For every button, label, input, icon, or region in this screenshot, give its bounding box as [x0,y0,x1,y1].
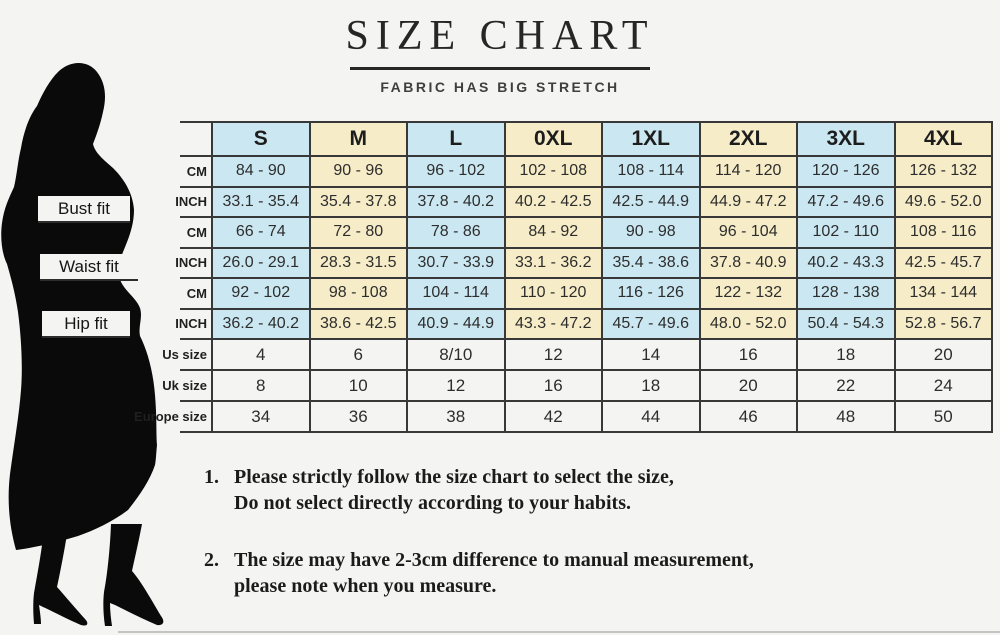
note-line: Do not select directly according to your habits. [234,492,632,514]
table-cell: 40.2 - 42.5 [506,188,604,219]
title-block [300,12,700,95]
table-cell: 110 - 120 [506,279,604,310]
table-cell: 84 - 92 [506,218,604,249]
table-cell: 44.9 - 47.2 [701,188,799,219]
table-cell: 8/10 [408,340,506,371]
unit-label [180,279,213,310]
table-cell: 90 - 96 [311,157,409,188]
table-cell: 98 - 108 [311,279,409,310]
table-header-cell: 3XL [798,123,896,157]
unit-label [175,310,213,341]
table-header-cell: 1XL [603,123,701,157]
unit-label [180,157,213,188]
table-cell: 104 - 114 [408,279,506,310]
table-cell: 35.4 - 38.6 [603,249,701,280]
table-cell: 8 [213,371,311,402]
title-underline [350,67,650,70]
table-cell: 120 - 126 [798,157,896,188]
table-cell: 34 [213,402,311,433]
unit-label-text: CM [186,163,207,179]
table-cell: 44 [603,402,701,433]
note-line: Please strictly follow the size chart to select the size, [234,466,674,488]
table-cell: 90 - 98 [603,218,701,249]
unit-label-text: INCH [175,194,207,210]
table-cell: 20 [701,371,799,402]
table-cell: 4 [213,340,311,371]
table-cell: 66 - 74 [213,218,311,249]
table-cell: 46 [701,402,799,433]
fit-label-bust: Bust fit [38,196,130,223]
table-cell: 14 [603,340,701,371]
table-cell: 102 - 108 [506,157,604,188]
note-number: 2. [204,549,219,571]
table-cell: 22 [798,371,896,402]
silhouette-left-leg-shoe [33,534,87,626]
table-header-cell: 2XL [701,123,799,157]
table-cell: 102 - 110 [798,218,896,249]
table-cell: 48 [798,402,896,433]
table-cell: 16 [506,371,604,402]
table-cell: 96 - 104 [701,218,799,249]
table-cell: 49.6 - 52.0 [896,188,994,219]
table-cell: 30.7 - 33.9 [408,249,506,280]
table-cell: 36 [311,402,409,433]
table-header-cell: S [213,123,311,157]
table-cell: 33.1 - 35.4 [213,188,311,219]
table-cell: 18 [603,371,701,402]
unit-label-text: CM [186,224,207,240]
table-cell: 6 [311,340,409,371]
size-chart-table [134,121,993,433]
table-cell: 50 [896,402,994,433]
table-cell: 37.8 - 40.2 [408,188,506,219]
fit-label-hip: Hip fit [42,311,130,338]
table-cell: 36.2 - 40.2 [213,310,311,341]
table-cell: 72 - 80 [311,218,409,249]
unit-label [175,249,213,280]
table-cell: 12 [408,371,506,402]
table-cell: 122 - 132 [701,279,799,310]
table-corner-cell [180,123,213,157]
silhouette-right-leg-shoe [103,524,163,626]
note-text [234,547,754,599]
table-cell: 43.3 - 47.2 [506,310,604,341]
table-cell: 96 - 102 [408,157,506,188]
unit-label-text: INCH [175,316,207,332]
table-cell: 42.5 - 44.9 [603,188,701,219]
table-cell: 18 [798,340,896,371]
table-cell: 37.8 - 40.9 [701,249,799,280]
table-cell: 84 - 90 [213,157,311,188]
table-cell: 114 - 120 [701,157,799,188]
table-cell: 108 - 116 [896,218,994,249]
table-cell: 38 [408,402,506,433]
table-cell: 40.2 - 43.3 [798,249,896,280]
note-line: please note when you measure. [234,575,497,597]
note-text [234,464,674,516]
size-system-label-text: Us size [162,347,207,362]
unit-label-text: CM [186,285,207,301]
table-cell: 126 - 132 [896,157,994,188]
table-header-cell: 0XL [506,123,604,157]
page-subtitle: FABRIC HAS BIG STRETCH [380,79,620,95]
note-item [204,464,864,516]
unit-label-text: INCH [175,255,207,271]
table-cell: 45.7 - 49.6 [603,310,701,341]
silhouette-shapes [1,63,163,626]
silhouette-body [1,63,157,550]
table-cell: 48.0 - 52.0 [701,310,799,341]
bottom-edge-line [118,631,1000,633]
table-cell: 24 [896,371,994,402]
size-system-label [134,402,213,433]
table-cell: 38.6 - 42.5 [311,310,409,341]
table-cell: 47.2 - 49.6 [798,188,896,219]
table-cell: 78 - 86 [408,218,506,249]
table-cell: 10 [311,371,409,402]
table-cell: 35.4 - 37.8 [311,188,409,219]
table-cell: 42 [506,402,604,433]
unit-label [180,218,213,249]
note-number: 1. [204,466,219,488]
table-header-cell: 4XL [896,123,994,157]
size-system-label [162,371,213,402]
table-cell: 42.5 - 45.7 [896,249,994,280]
table-cell: 20 [896,340,994,371]
table-header-cell: L [408,123,506,157]
table-cell: 16 [701,340,799,371]
table-cell: 33.1 - 36.2 [506,249,604,280]
table-cell: 40.9 - 44.9 [408,310,506,341]
table-cell: 12 [506,340,604,371]
note-line: The size may have 2-3cm difference to manual measurement, [234,549,754,571]
table-header-cell: M [311,123,409,157]
fit-label-waist: Waist fit [40,254,138,281]
table-cell: 26.0 - 29.1 [213,249,311,280]
table-cell: 28.3 - 31.5 [311,249,409,280]
table-cell: 128 - 138 [798,279,896,310]
table-cell: 116 - 126 [603,279,701,310]
table-cell: 92 - 102 [213,279,311,310]
page-title: SIZE CHART [345,13,655,59]
table-cell: 52.8 - 56.7 [896,310,994,341]
table-cell: 134 - 144 [896,279,994,310]
table-cell: 108 - 114 [603,157,701,188]
table-cell: 50.4 - 54.3 [798,310,896,341]
size-system-label [162,340,213,371]
size-system-label-text: Europe size [134,409,207,424]
unit-label [175,188,213,219]
note-item [204,547,864,599]
size-system-label-text: Uk size [162,378,207,393]
